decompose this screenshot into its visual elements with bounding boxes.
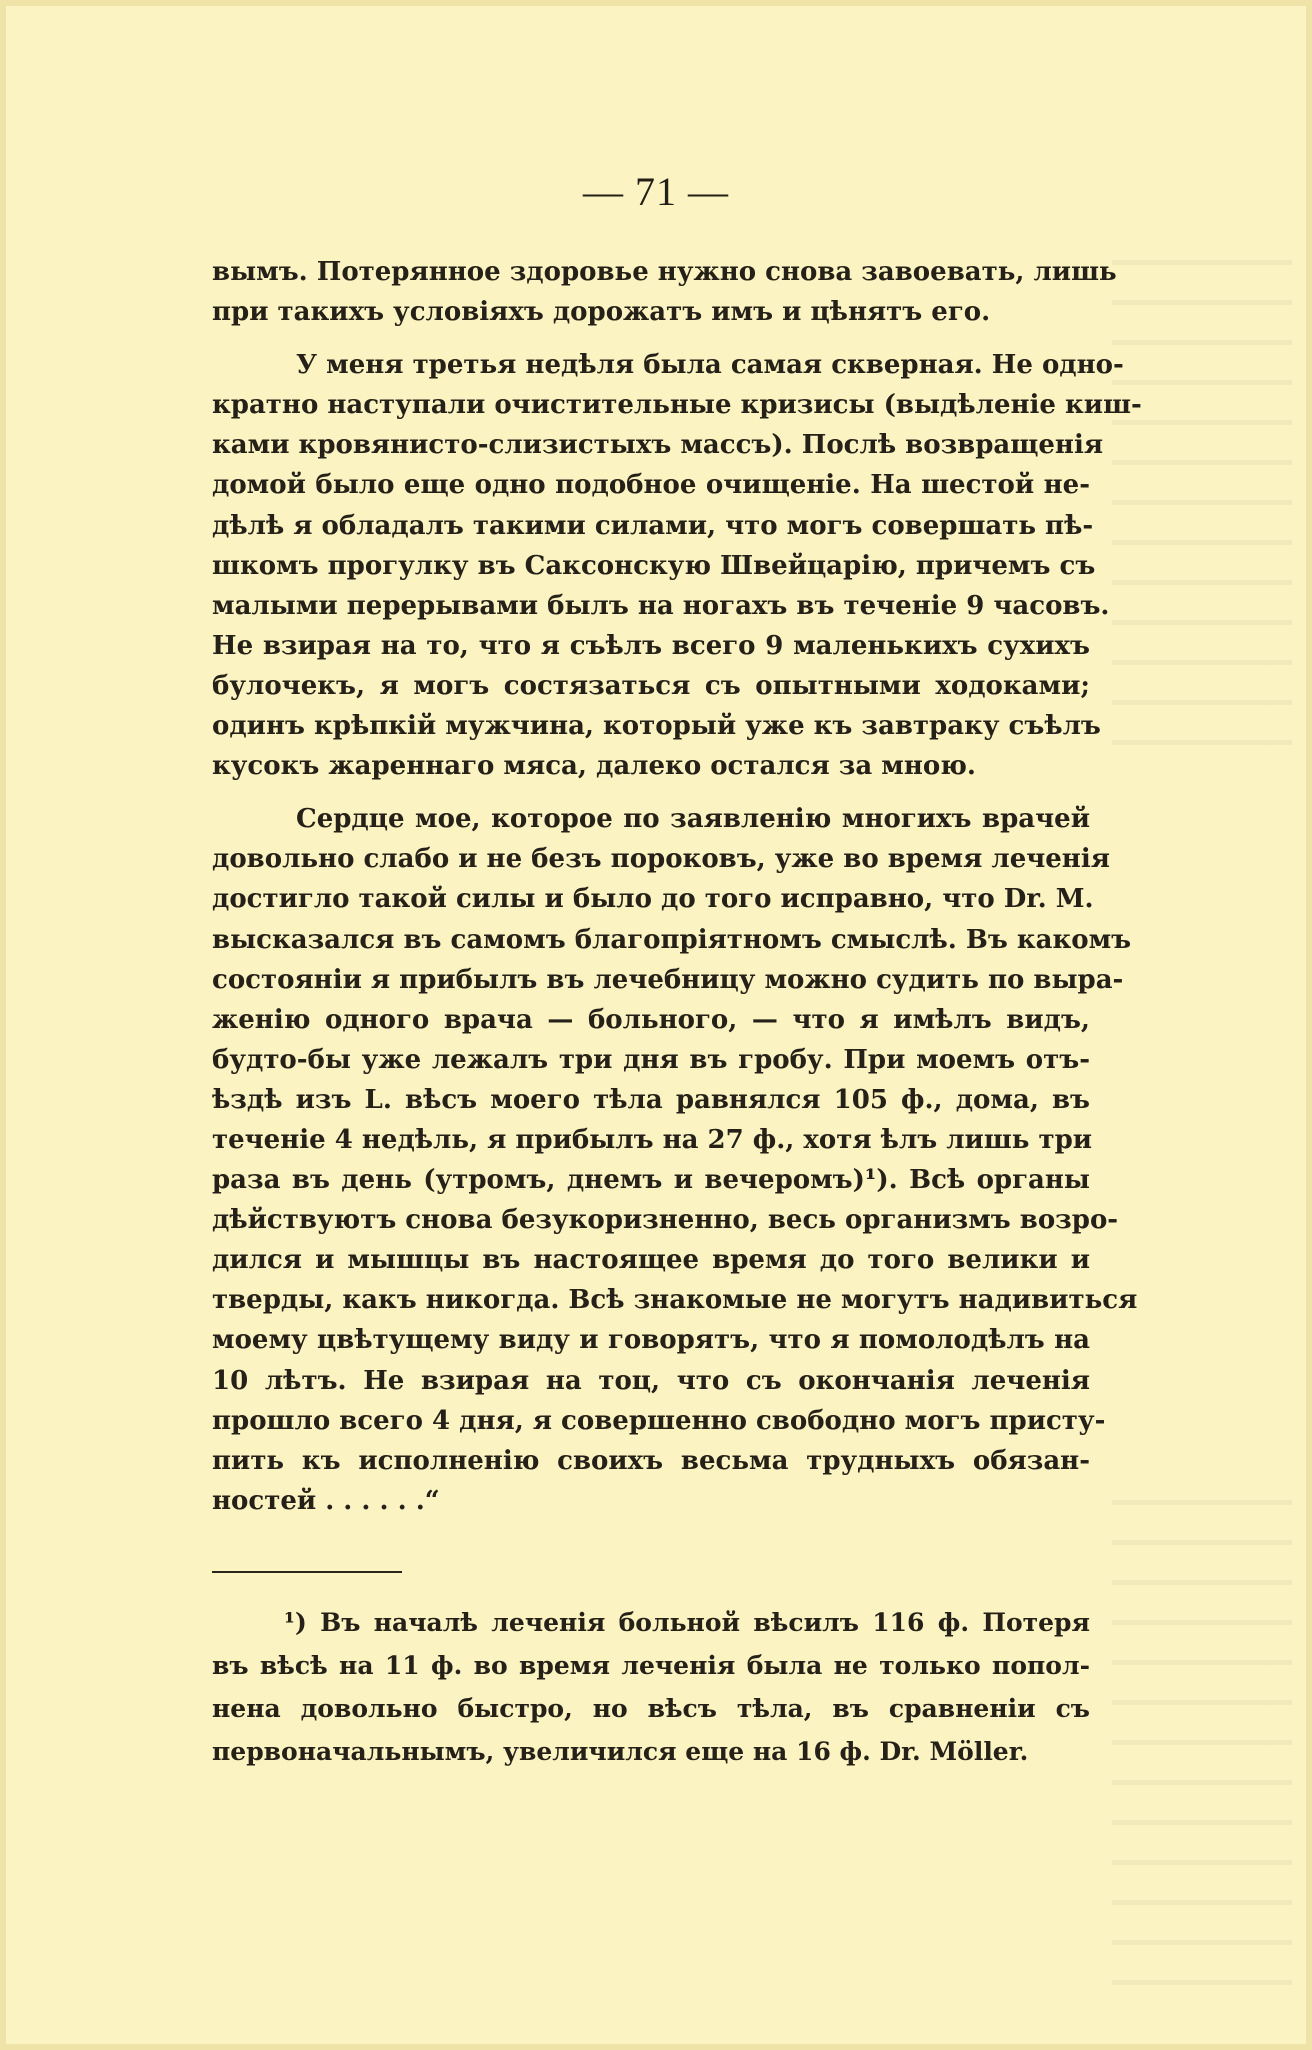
footnote-divider [212, 1571, 402, 1573]
text-line: дѣлѣ я обладалъ такими силами, что могъ совершать пѣ- [212, 510, 1094, 541]
text-line: домой было еще одно подобное очищеніе. На шестой не- [212, 470, 1090, 501]
text-line: 10 лѣтъ. Не взирая на тоц, что съ окончанія леченія [212, 1365, 1090, 1396]
text-line: кратно наступали очистительные кризисы (выдѣленіе киш- [212, 390, 1142, 421]
paragraph [212, 799, 1138, 1521]
footnote-line: въ вѣсѣ на 11 ф. во время леченія была не только попол- [212, 1650, 1090, 1680]
text-line: Сердце мое, которое по заявленію многихъ врачей [296, 804, 1090, 835]
text-line: женію одного врача — больного, — что я имѣлъ видъ, [212, 1004, 1090, 1035]
text-line: теченіе 4 недѣль, я прибылъ на 27 ф., хотя ѣлъ лишь три [212, 1124, 1093, 1155]
footnote-line: первоначальнымъ, увеличился еще на 16 ф. Dr. Möller. [212, 1736, 1029, 1766]
footnote-line: нена довольно быстро, но вѣсъ тѣла, въ сравненіи съ [212, 1693, 1090, 1723]
text-line: шкомъ прогулку въ Саксонскую Швейцарію, причемъ съ [212, 550, 1096, 581]
text-line: тверды, какъ никогда. Всѣ знакомые не могутъ надивиться [212, 1285, 1138, 1316]
text-line: ностей . . . . . .“ [212, 1485, 440, 1516]
text-line: булочекъ, я могъ состязаться съ опытными ходоками; [212, 670, 1090, 701]
text-column [212, 252, 1142, 1773]
text-line: дѣйствуютъ снова безукоризненно, весь организмъ возро- [212, 1205, 1119, 1236]
text-line: моему цвѣтущему виду и говорятъ, что я помолодѣлъ на [212, 1325, 1090, 1356]
text-line: одинъ крѣпкій мужчина, который уже къ завтраку съѣлъ [212, 711, 1101, 742]
text-line: довольно слабо и не безъ пороковъ, уже во время леченія [212, 844, 1110, 875]
paragraph [212, 252, 1117, 332]
text-line: малыми перерывами былъ на ногахъ въ теченіе 9 часовъ. [212, 590, 1110, 621]
text-line: ками кровянисто-слизистыхъ массъ). Послѣ возвращенія [212, 430, 1104, 461]
show-through-text [1112, 260, 1292, 780]
text-line: вымъ. Потерянное здоровье нужно снова завоевать, лишь [212, 257, 1117, 287]
text-line: высказался въ самомъ благопріятномъ смыслѣ. Въ какомъ [212, 924, 1132, 955]
paragraph [212, 345, 1142, 786]
footnote-line: ¹) Въ началѣ леченія больной вѣсилъ 116 ф. Потеря [284, 1607, 1090, 1637]
text-line: кусокъ жареннаго мяса, далеко остался за мною. [212, 751, 976, 782]
text-line: достигло такой силы и было до того исправно, что Dr. M. [212, 884, 1094, 915]
text-line: раза въ день (утромъ, днемъ и вечеромъ)¹). Всѣ органы [212, 1165, 1090, 1196]
page-number: — 71 — [583, 169, 729, 214]
text-line: прошло всего 4 дня, я совершенно свободно могъ присту- [212, 1405, 1106, 1436]
text-line: Не взирая на то, что я съѣлъ всего 9 маленькихъ сухихъ [212, 630, 1090, 661]
text-line: будто-бы уже лежалъ три дня въ гробу. При моемъ отъ- [212, 1044, 1090, 1075]
show-through-text [1112, 1500, 1292, 2020]
text-line: состояніи я прибылъ въ лечебницу можно судить по выра- [212, 964, 1124, 995]
footnote [212, 1601, 1090, 1773]
text-line: пить къ исполненію своихъ весьма трудныхъ обязан- [212, 1445, 1090, 1476]
text-line: ѣздѣ изъ L. вѣсъ моего тѣла равнялся 105 ф., дома, въ [212, 1084, 1090, 1115]
text-line: при такихъ условіяхъ дорожатъ имъ и цѣнятъ его. [212, 297, 991, 328]
text-line: дился и мышцы въ настоящее время до того велики и [212, 1245, 1090, 1276]
text-line: У меня третья недѣля была самая скверная. Не одно- [296, 350, 1124, 381]
